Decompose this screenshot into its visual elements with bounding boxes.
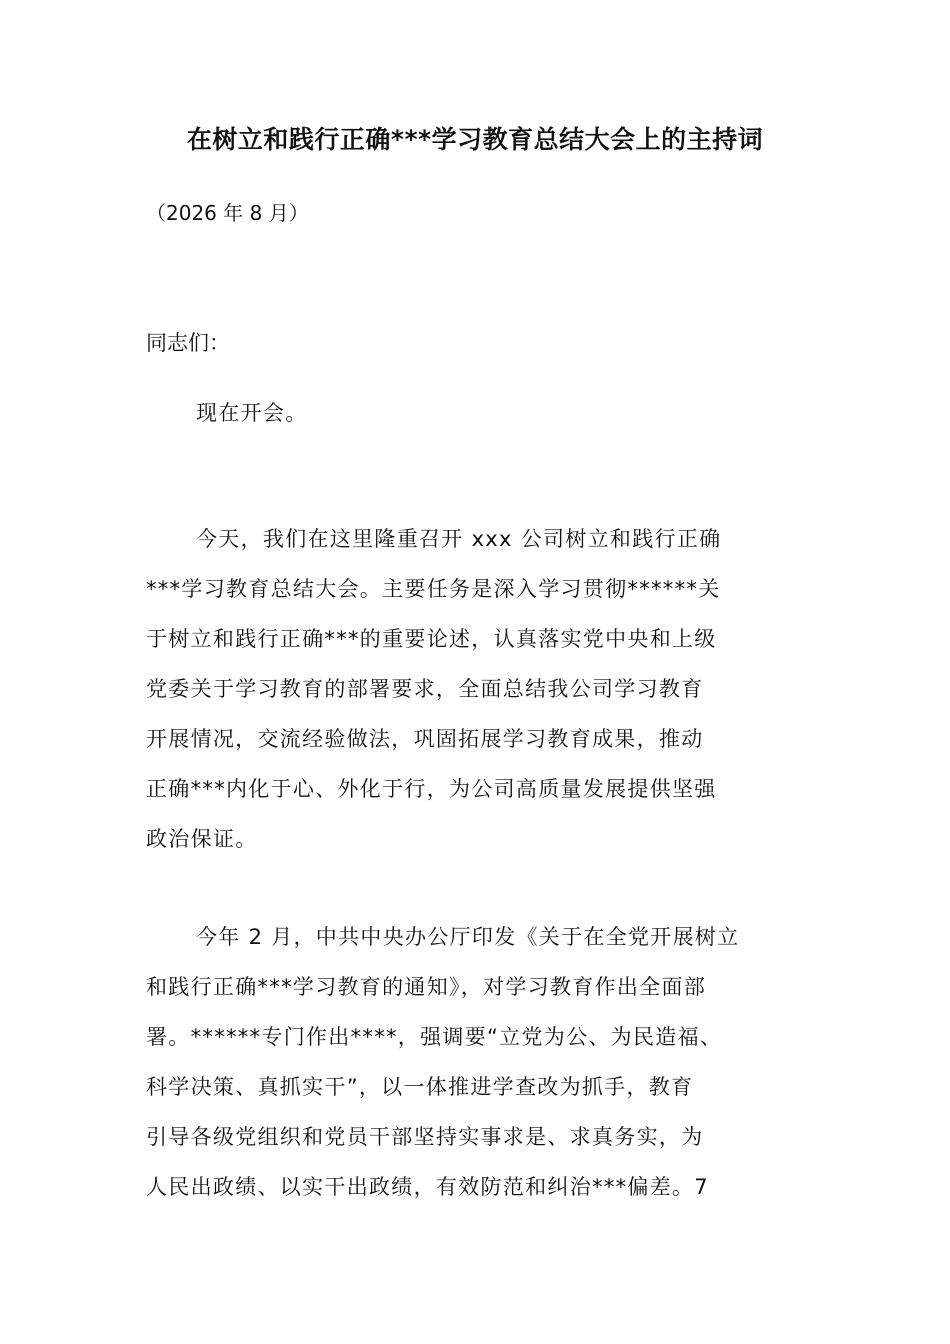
paragraph-line: 今天，我们在这里隆重召开 xxx 公司树立和践行正确 (196, 527, 722, 551)
document-title: 在树立和践行正确***学习教育总结大会上的主持词 (186, 125, 764, 154)
paragraph-line: 科学决策、真抓实干”，以一体推进学查改为抓手，教育 (146, 1075, 694, 1099)
paragraph-line: 现在开会。 (196, 401, 308, 425)
paragraph-line: 正确***内化于心、外化于行，为公司高质量发展提供坚强 (146, 777, 717, 801)
paragraph-line: 今年 2 月，中共中央办公厅印发《关于在全党开展树立 (196, 925, 740, 949)
paragraph-line: 政治保证。 (146, 827, 258, 851)
document-date: （2026 年 8 月） (146, 201, 309, 225)
paragraph-line: 署。******专门作出****，强调要“立党为公、为民造福、 (146, 1025, 723, 1049)
opening-paragraph (146, 388, 826, 438)
paragraph-line: 引导各级党组织和党员干部坚持实事求是、求真务实，为 (146, 1125, 704, 1149)
paragraph-line: ***学习教育总结大会。主要任务是深入学习贯彻******关 (146, 577, 721, 601)
paragraph-2 (146, 912, 826, 1212)
paragraph-line: 开展情况，交流经验做法，巩固拓展学习教育成果，推动 (146, 727, 704, 751)
paragraph-line: 党委关于学习教育的部署要求，全面总结我公司学习教育 (146, 677, 704, 701)
paragraph-line: 人民出政绩、以实干出政绩，有效防范和纠治***偏差。7 (146, 1175, 709, 1199)
paragraph-line: 于树立和践行正确***的重要论述，认真落实党中央和上级 (146, 627, 717, 651)
salutation: 同志们： (146, 331, 230, 355)
paragraph-line: 和践行正确***学习教育的通知》，对学习教育作出全面部 (146, 975, 707, 999)
paragraph-1 (146, 514, 826, 864)
